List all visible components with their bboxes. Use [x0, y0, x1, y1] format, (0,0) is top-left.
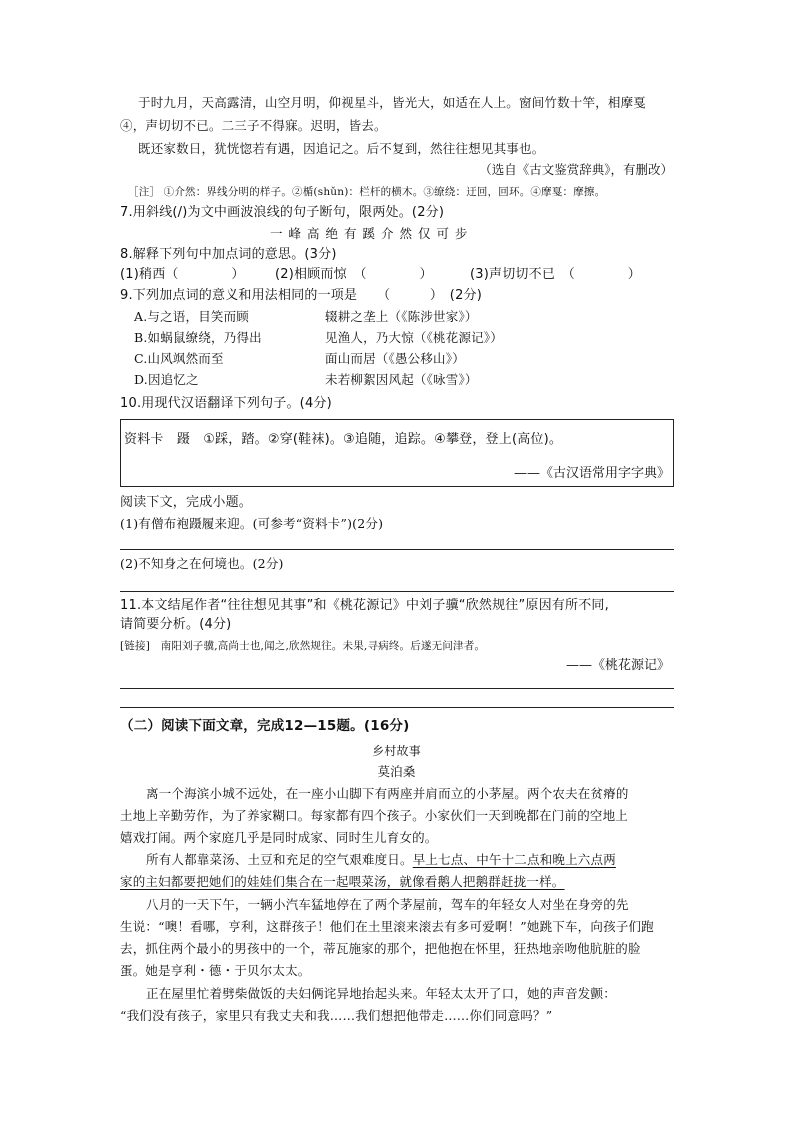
question-11-link-source: ——《桃花源记》: [565, 658, 670, 673]
underlined-sentence-continued: [120, 873, 565, 891]
passage-line-2: ④，声切切不已。二三子不得寐。迟明，皆去。: [120, 118, 387, 133]
question-10-sub-1: (1)有僧布袍蹑履来迎。(可参考“资料卡”)(2分): [120, 516, 384, 531]
question-11-line-1: 11.本文结尾作者“往往想见其事”和《桃花源记》中刘子骥“欣然规往”原因有所不同,: [120, 598, 609, 613]
story-text: 所有人都靠菜汤、土豆和充足的空气艰难度日。: [146, 852, 413, 867]
resource-card-text: 资料卡 蹑 ①踩，踏。②穿(鞋袜)。③追随，追踪。④攀登，登上(高位)。: [124, 432, 563, 447]
question-8: 8.解释下列句中加点词的意思。(3分): [120, 247, 337, 262]
passage-source: （选自《古文鉴赏辞典》，有删改）: [479, 162, 673, 177]
question-8-item-2: (2)相顾而惊 （ ）: [275, 267, 433, 282]
question-11-link: [链接] 南阳刘子骥,高尚士也,闻之,欣然规往。未果,寻病终。后遂无问津者。: [120, 640, 486, 652]
story-author: 莫泊桑: [377, 764, 416, 779]
question-9-option-c-right: 面山而居（《愚公移山》）: [325, 351, 465, 366]
story-line: 土地上辛勤劳作，为了养家糊口。每家都有四个孩子。小家伙们一天到晚都在门前的空地上: [120, 808, 629, 823]
resource-card-source: ——《古汉语常用字字典》: [513, 466, 670, 481]
question-9-option-b-right: 见渔人，乃大惊（《桃花源记》）: [325, 330, 504, 345]
answer-line: [120, 688, 674, 689]
answer-line: [120, 591, 674, 592]
answer-line: [120, 549, 674, 550]
question-9-option-a-left: A.与之语，目笑而顾: [134, 309, 250, 324]
underlined-sentence: 早上七点、中午十二点和晚上六点两: [412, 852, 616, 867]
question-9: 9.下列加点词的意义和用法相同的一项是 （ ） (2分): [120, 288, 483, 303]
underlined-sentence: 家的主妇都要把她们的娃娃们集合在一起喂菜汤，就像看鹅人把鹅群赶拢一样。: [120, 874, 565, 889]
story-line-with-underline: [146, 851, 616, 869]
question-9-option-b-left: B.如蜗鼠缭绕，乃得出: [134, 330, 262, 345]
story-line: 八月的一天下午，一辆小汽车猛地停在了两个茅屋前，驾车的年轻女人对坐在身旁的先: [146, 897, 629, 912]
section-2-heading: （二）阅读下面文章，完成12—15题。(16分): [120, 718, 410, 734]
question-9-option-a-right: 辍耕之垄上（《陈涉世家》）: [325, 309, 478, 324]
passage-line-1: 于时九月，天高露清，山空月明，仰视星斗，皆光大，如适在人上。窗间竹数十竿，相摩戛: [138, 95, 647, 110]
question-8-item-1: (1)稍西（ ）: [120, 267, 245, 282]
question-10-sub-2: (2)不知身之在何境也。(2分): [120, 556, 284, 571]
question-7: 7.用斜线(/)为文中画波浪线的句子断句，限两处。(2分): [120, 205, 445, 220]
story-line: 正在屋里忙着劈柴做饭的夫妇俩诧异地抬起头来。年轻太太开了口，她的声音发颤：: [146, 986, 616, 1001]
question-9-option-d-right: 未若柳絮因风起（《咏雪》）: [325, 372, 478, 387]
story-line: 蛋。她是亨利・德・于贝尔太太。: [120, 963, 311, 978]
answer-line: [120, 707, 674, 708]
question-7-sentence: 一峰高绝有蹊介然仅可步: [270, 226, 474, 241]
story-line: 生说：“噢！看哪，亨利，这群孩子！他们在土里滚来滚去有多可爱啊！”她跳下车，向孩子们跑: [120, 919, 654, 934]
question-9-option-c-left: C.山风飒然而至: [134, 351, 224, 366]
passage-note: ［注］ ①介然：界线分明的样子。②楯(shǔn)：栏杆的横木。③缭绕：迂回，回环。④摩戛：摩擦。: [128, 186, 606, 198]
story-line: 嬉戏打闹。两个家庭几乎是同时成家、同时生儿育女的。: [120, 830, 438, 845]
story-line: 离一个海滨小城不远处，在一座小山脚下有两座并肩而立的小茅屋。两个农夫在贫瘠的: [146, 786, 629, 801]
story-line: “我们没有孩子，家里只有我丈夫和我……我们想把他带走……你们同意吗？”: [120, 1008, 553, 1023]
story-line: 去，抓住两个最小的男孩中的一个，蒂瓦施家的那个，把他抱在怀里，狂热地亲吻他肮脏的脸: [120, 941, 641, 956]
story-title: 乡村故事: [372, 744, 421, 758]
reading-instruction: 阅读下文，完成小题。: [120, 495, 253, 510]
question-11-line-2: 请简要分析。(4分): [120, 617, 232, 632]
question-8-item-3: (3)声切切不已 （ ）: [470, 267, 641, 282]
passage-line-3: 既还家数日，犹恍惚若有遇，因追记之。后不复到，然往往想见其事也。: [138, 141, 545, 156]
question-9-option-d-left: D.因追忆之: [134, 372, 199, 387]
question-10: 10.用现代汉语翻译下列句子。(4分): [120, 396, 332, 411]
